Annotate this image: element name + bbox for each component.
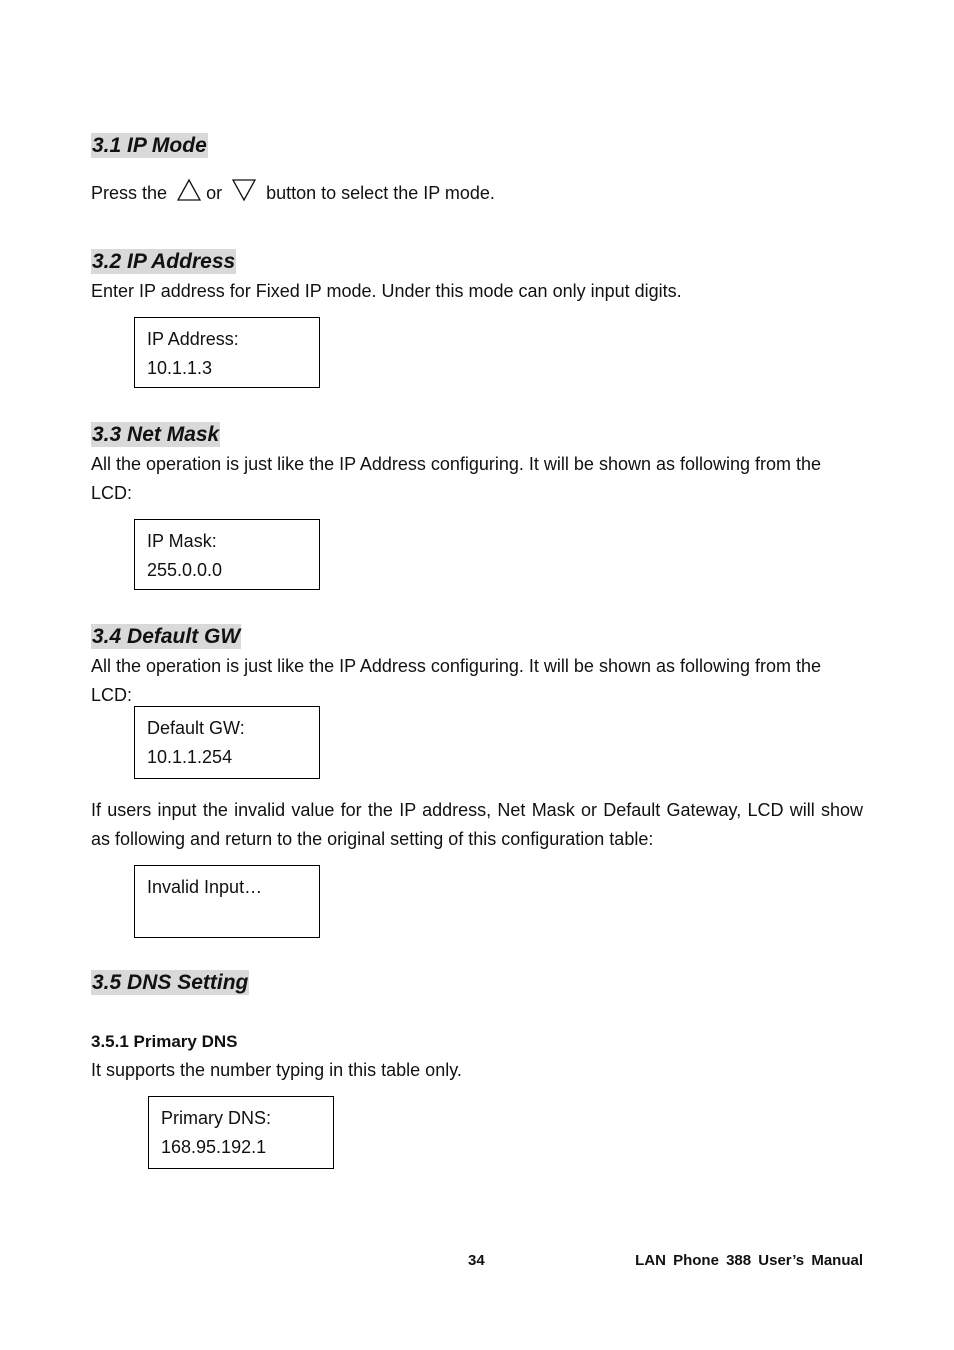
- lcd-line-1: IP Mask:: [147, 531, 217, 551]
- lcd-line-2: 10.1.1.254: [147, 747, 233, 767]
- net-mask-description: All the operation is just like the IP Address configuring. It will be shown as following from the LCD:: [91, 454, 822, 503]
- lcd-line-1: Default GW:: [147, 718, 245, 738]
- section-heading-default-gw: 3.4 Default GW: [92, 625, 241, 648]
- primary-dns-description: It supports the number typing in this table only.: [91, 1060, 462, 1080]
- ip-mode-text-before: Press the: [91, 183, 168, 203]
- default-gw-description: All the operation is just like the IP Address configuring. It will be shown as following from the LCD:: [91, 656, 822, 705]
- subsection-heading-primary-dns: 3.5.1 Primary DNS: [91, 1032, 238, 1051]
- down-triangle-icon: [231, 178, 257, 202]
- lcd-primary-dns: [148, 1096, 334, 1169]
- ip-mode-text-after: button to select the IP mode.: [266, 183, 495, 203]
- lcd-line-2: 255.0.0.0: [147, 560, 223, 580]
- lcd-line-1: Invalid Input…: [147, 877, 263, 897]
- section-heading-ip-mode: 3.1 IP Mode: [92, 134, 207, 157]
- lcd-ip-address: [134, 317, 320, 388]
- section-heading-net-mask: 3.3 Net Mask: [92, 423, 220, 446]
- ip-mode-text-middle: or: [206, 183, 223, 203]
- manual-title: LAN Phone 388 User’s Manual: [635, 1252, 863, 1269]
- lcd-default-gw: [134, 706, 320, 779]
- lcd-line-2: 168.95.192.1: [161, 1137, 267, 1157]
- section-heading-dns-setting: 3.5 DNS Setting: [92, 971, 249, 994]
- lcd-line-1: Primary DNS:: [161, 1108, 272, 1128]
- section-heading-ip-address: 3.2 IP Address: [92, 250, 236, 273]
- up-triangle-icon: [176, 178, 202, 202]
- lcd-line-2: 10.1.1.3: [147, 358, 213, 378]
- lcd-invalid-input: [134, 865, 320, 938]
- ip-mode-instruction: [91, 178, 863, 208]
- lcd-line-1: IP Address:: [147, 329, 239, 349]
- ip-address-description: Enter IP address for Fixed IP mode. Under this mode can only input digits.: [91, 281, 682, 301]
- page-number: 34: [468, 1252, 485, 1269]
- invalid-input-description: If users input the invalid value for the IP address, Net Mask or Default Gateway, LCD will show as following and return to the original setting of this configuration table:: [91, 800, 863, 849]
- lcd-net-mask: [134, 519, 320, 590]
